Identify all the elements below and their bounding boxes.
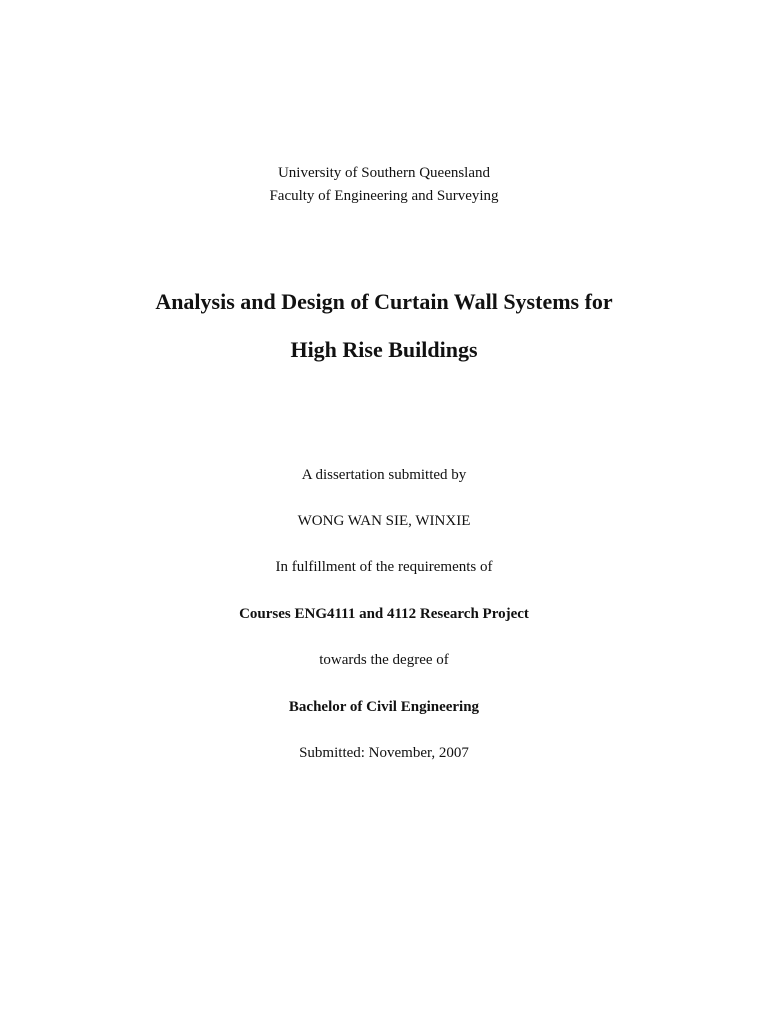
- fulfillment-label: In fulfillment of the requirements of: [275, 559, 493, 575]
- degree-name: Bachelor of Civil Engineering: [288, 699, 480, 715]
- dissertation-title-line-1: Analysis and Design of Curtain Wall Systems for: [155, 289, 613, 314]
- dissertation-title-line-2: High Rise Buildings: [290, 337, 478, 362]
- course-name: Courses ENG4111 and 4112 Research Project: [239, 606, 529, 622]
- university-name: University of Southern Queensland: [277, 165, 491, 181]
- submitted-by-label: A dissertation submitted by: [301, 467, 467, 483]
- author-name: WONG WAN SIE, WINXIE: [297, 513, 471, 529]
- degree-label: towards the degree of: [319, 652, 449, 668]
- faculty-name: Faculty of Engineering and Surveying: [269, 188, 499, 204]
- submission-date: Submitted: November, 2007: [299, 745, 469, 761]
